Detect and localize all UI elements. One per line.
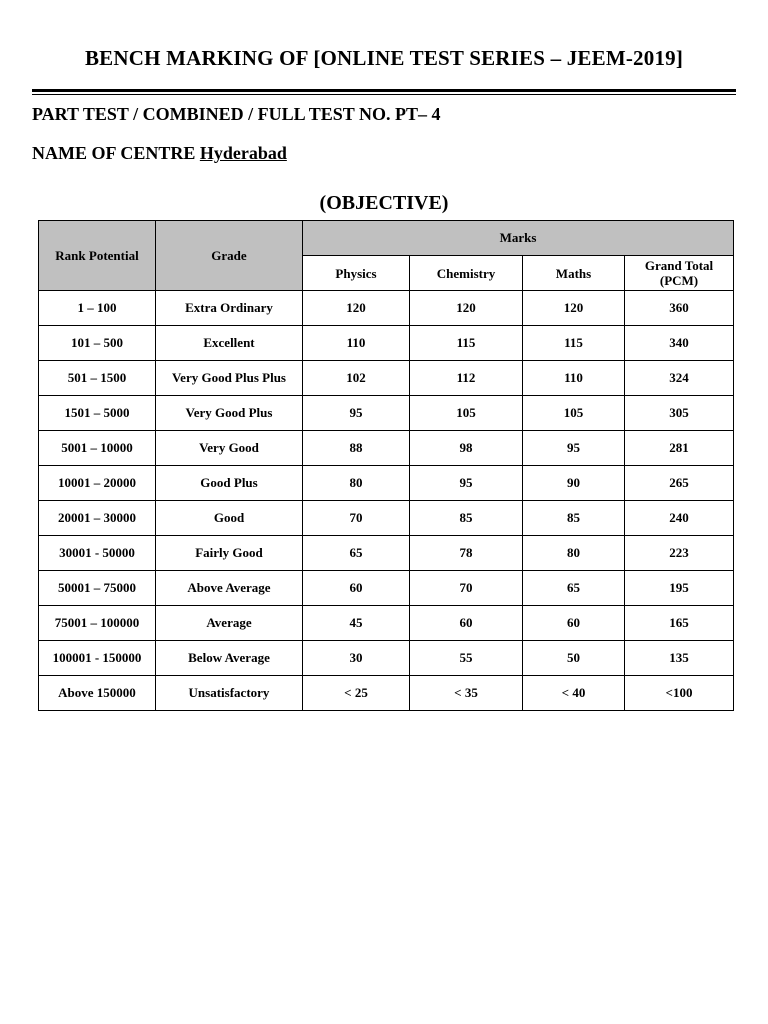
cell-rank-potential: 20001 – 30000 bbox=[39, 501, 156, 536]
cell-rank-potential: 100001 - 150000 bbox=[39, 641, 156, 676]
header-physics: Physics bbox=[303, 256, 410, 291]
table-row bbox=[39, 606, 734, 641]
cell-chemistry: 70 bbox=[410, 571, 523, 606]
cell-grade: Above Average bbox=[156, 571, 303, 606]
cell-physics: 95 bbox=[303, 396, 410, 431]
header-grand-total bbox=[625, 256, 734, 291]
cell-chemistry: < 35 bbox=[410, 676, 523, 711]
title-rule-thin bbox=[32, 94, 736, 95]
cell-maths: 80 bbox=[523, 536, 625, 571]
cell-physics: 120 bbox=[303, 291, 410, 326]
cell-physics: 45 bbox=[303, 606, 410, 641]
cell-physics: 30 bbox=[303, 641, 410, 676]
cell-grand-total: 223 bbox=[625, 536, 734, 571]
cell-grand-total: 165 bbox=[625, 606, 734, 641]
table-row bbox=[39, 676, 734, 711]
table-row bbox=[39, 641, 734, 676]
cell-rank-potential: 50001 – 75000 bbox=[39, 571, 156, 606]
cell-grade: Fairly Good bbox=[156, 536, 303, 571]
table-row bbox=[39, 326, 734, 361]
cell-chemistry: 105 bbox=[410, 396, 523, 431]
cell-maths: 105 bbox=[523, 396, 625, 431]
cell-grand-total: 195 bbox=[625, 571, 734, 606]
table-row bbox=[39, 536, 734, 571]
header-rank-potential: Rank Potential bbox=[39, 221, 156, 291]
cell-physics: 102 bbox=[303, 361, 410, 396]
cell-maths: 60 bbox=[523, 606, 625, 641]
cell-chemistry: 78 bbox=[410, 536, 523, 571]
cell-chemistry: 95 bbox=[410, 466, 523, 501]
header-maths: Maths bbox=[523, 256, 625, 291]
header-chemistry: Chemistry bbox=[410, 256, 523, 291]
cell-grand-total: 360 bbox=[625, 291, 734, 326]
benchmark-table bbox=[38, 220, 734, 711]
cell-grand-total: 324 bbox=[625, 361, 734, 396]
cell-grade: Average bbox=[156, 606, 303, 641]
header-grade: Grade bbox=[156, 221, 303, 291]
centre-label: NAME OF CENTRE bbox=[32, 143, 196, 163]
table-body bbox=[39, 291, 734, 711]
cell-rank-potential: 501 – 1500 bbox=[39, 361, 156, 396]
page-title: BENCH MARKING OF [ONLINE TEST SERIES – JEEM-2019] bbox=[84, 46, 684, 70]
cell-grade: Good bbox=[156, 501, 303, 536]
cell-grade: Below Average bbox=[156, 641, 303, 676]
cell-grand-total: 281 bbox=[625, 431, 734, 466]
cell-physics: 70 bbox=[303, 501, 410, 536]
cell-physics: 110 bbox=[303, 326, 410, 361]
cell-maths: 85 bbox=[523, 501, 625, 536]
title-rule-thick bbox=[32, 89, 736, 92]
table-row bbox=[39, 466, 734, 501]
cell-rank-potential: 1 – 100 bbox=[39, 291, 156, 326]
table-row bbox=[39, 501, 734, 536]
cell-chemistry: 115 bbox=[410, 326, 523, 361]
cell-maths: 115 bbox=[523, 326, 625, 361]
cell-maths: 95 bbox=[523, 431, 625, 466]
cell-physics: 80 bbox=[303, 466, 410, 501]
cell-chemistry: 98 bbox=[410, 431, 523, 466]
centre-value: Hyderabad bbox=[199, 143, 287, 163]
cell-grade: Very Good Plus bbox=[156, 396, 303, 431]
cell-maths: < 40 bbox=[523, 676, 625, 711]
cell-chemistry: 85 bbox=[410, 501, 523, 536]
cell-physics: < 25 bbox=[303, 676, 410, 711]
cell-grade: Very Good Plus Plus bbox=[156, 361, 303, 396]
section-title: (OBJECTIVE) bbox=[319, 192, 449, 214]
cell-physics: 60 bbox=[303, 571, 410, 606]
table-row bbox=[39, 361, 734, 396]
table-row bbox=[39, 431, 734, 466]
cell-chemistry: 120 bbox=[410, 291, 523, 326]
cell-rank-potential: 75001 – 100000 bbox=[39, 606, 156, 641]
cell-rank-potential: 1501 – 5000 bbox=[39, 396, 156, 431]
cell-chemistry: 112 bbox=[410, 361, 523, 396]
cell-grade: Very Good bbox=[156, 431, 303, 466]
cell-grade: Unsatisfactory bbox=[156, 676, 303, 711]
centre-line bbox=[32, 143, 287, 164]
cell-maths: 110 bbox=[523, 361, 625, 396]
test-number-line: PART TEST / COMBINED / FULL TEST NO. PT– 4 bbox=[32, 104, 441, 124]
cell-rank-potential: Above 150000 bbox=[39, 676, 156, 711]
cell-maths: 120 bbox=[523, 291, 625, 326]
cell-grand-total: 340 bbox=[625, 326, 734, 361]
cell-rank-potential: 101 – 500 bbox=[39, 326, 156, 361]
cell-grade: Excellent bbox=[156, 326, 303, 361]
cell-rank-potential: 5001 – 10000 bbox=[39, 431, 156, 466]
table-row bbox=[39, 291, 734, 326]
cell-rank-potential: 30001 - 50000 bbox=[39, 536, 156, 571]
cell-grand-total: <100 bbox=[625, 676, 734, 711]
cell-physics: 88 bbox=[303, 431, 410, 466]
cell-grand-total: 305 bbox=[625, 396, 734, 431]
cell-chemistry: 55 bbox=[410, 641, 523, 676]
header-grand-total-line1: Grand Total bbox=[644, 258, 714, 273]
cell-rank-potential: 10001 – 20000 bbox=[39, 466, 156, 501]
cell-maths: 90 bbox=[523, 466, 625, 501]
header-marks: Marks bbox=[303, 221, 734, 256]
cell-chemistry: 60 bbox=[410, 606, 523, 641]
cell-grand-total: 240 bbox=[625, 501, 734, 536]
header-grand-total-line2: (PCM) bbox=[659, 273, 699, 288]
cell-grand-total: 265 bbox=[625, 466, 734, 501]
cell-maths: 65 bbox=[523, 571, 625, 606]
cell-grade: Good Plus bbox=[156, 466, 303, 501]
table-row bbox=[39, 396, 734, 431]
cell-grand-total: 135 bbox=[625, 641, 734, 676]
cell-maths: 50 bbox=[523, 641, 625, 676]
table-row bbox=[39, 571, 734, 606]
cell-physics: 65 bbox=[303, 536, 410, 571]
cell-grade: Extra Ordinary bbox=[156, 291, 303, 326]
